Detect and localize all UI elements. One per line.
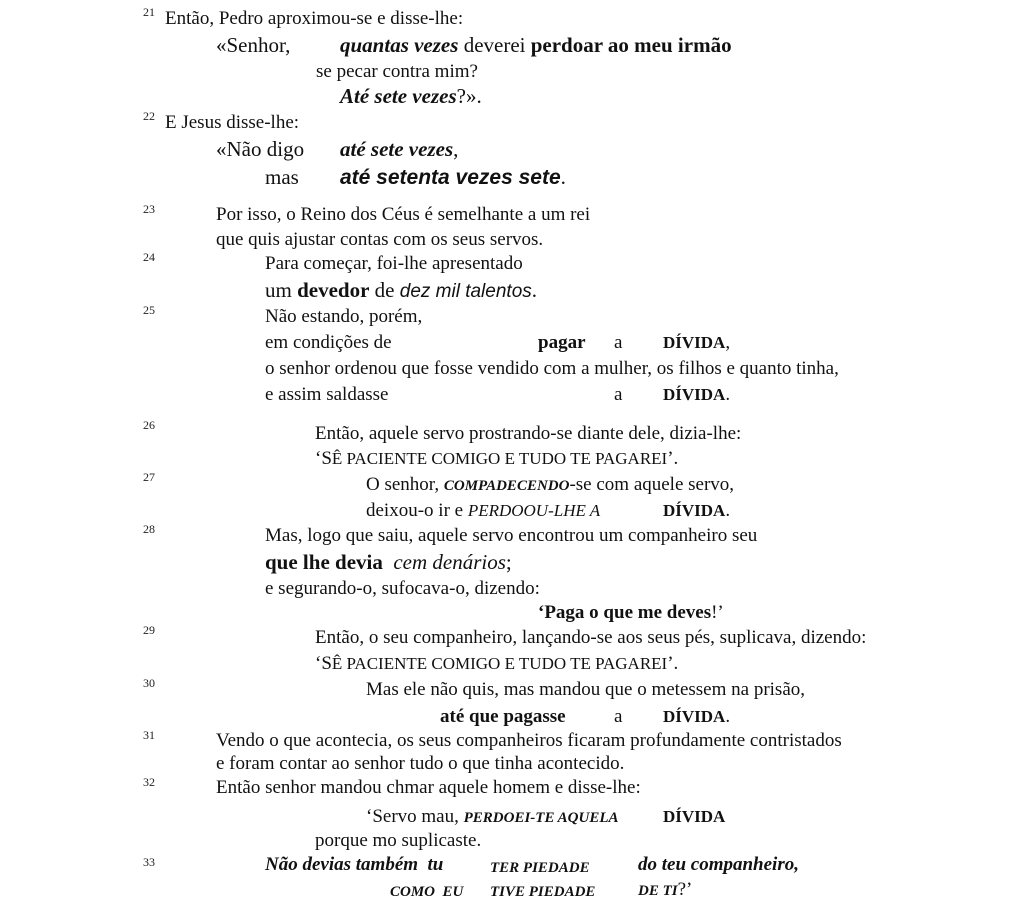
text: .: [725, 706, 731, 727]
text: ‘S: [315, 653, 332, 674]
verse-line: [216, 34, 290, 56]
emphasis-text: DÍVIDA: [663, 385, 726, 404]
verse-line: [340, 34, 732, 56]
verse-line: o senhor ordenou que fosse vendido com a mulher, os filhos e quanto tinha,: [265, 358, 839, 379]
verse-line: [315, 448, 678, 470]
verse-line: [265, 551, 512, 573]
emphasis-text: DÍVIDA: [663, 501, 726, 520]
text: O senhor,: [366, 474, 444, 495]
verse-line: [340, 166, 566, 189]
emphasis-text: TER PIEDADE: [490, 860, 590, 876]
text: ;: [505, 550, 512, 574]
verse-number: 30: [143, 676, 155, 690]
verse-line: Vendo o que acontecia, os seus companheiros ficaram profundamente contristados: [216, 730, 842, 751]
verse-number: 32: [143, 775, 155, 789]
verse-line: [663, 706, 730, 728]
text: «Senhor,: [216, 33, 291, 57]
text: ’.: [667, 653, 679, 674]
verse-line: mas: [265, 165, 299, 189]
emphasis-text: ‘Paga o que me deves: [538, 602, 712, 623]
verse-line: Então, o seu companheiro, lançando-se aos seus pés, suplicava, dizendo:: [315, 627, 867, 648]
emphasis-text: PERDOEI-TE AQUELA: [463, 810, 619, 826]
verse-line: Então, Pedro aproximou-se e disse-lhe:: [165, 8, 464, 29]
verse-line: Mas ele não quis, mas mandou que o metessem na prisão,: [366, 679, 806, 700]
emphasis-text: Até sete vezes: [340, 84, 457, 108]
verse-line: [315, 653, 678, 675]
verse-line: Então senhor mandou chmar aquele homem e disse-lhe:: [216, 777, 641, 798]
text: ,: [725, 332, 731, 353]
verse-number: 27: [143, 470, 155, 484]
verse-line: [663, 500, 730, 522]
verse-line: [663, 384, 730, 406]
verse-line: «Não digo: [216, 137, 305, 161]
text: .: [725, 384, 731, 405]
text: um: [265, 278, 298, 302]
verse-line: que quis ajustar contas com os seus servos.: [216, 229, 544, 250]
verse-number: 22: [143, 109, 155, 123]
verse-line: Por isso, o Reino dos Céus é semelhante a um rei: [216, 204, 591, 225]
verse-line: [538, 602, 724, 624]
small-caps-text: Ê PACIENTE COMIGO E TUDO TE PAGAREI: [331, 449, 668, 468]
verse-line: e segurando-o, sufocava-o, dizendo:: [265, 578, 540, 599]
verse-line: [366, 500, 600, 522]
verse-line: [638, 879, 692, 902]
emphasis-text: Não devias também tu: [265, 854, 444, 875]
emphasis-text: devedor: [297, 278, 370, 302]
verse-number: 25: [143, 303, 155, 317]
emphasis-text: DE TI: [638, 883, 678, 899]
emphasis-text: até sete vezes: [340, 137, 454, 161]
verse-line: [663, 332, 730, 354]
verse-line: [340, 85, 482, 107]
emphasis-text: dez mil talentos: [399, 281, 532, 302]
text: ‘Servo mau,: [366, 806, 464, 827]
small-caps-text: Ê PACIENTE COMIGO E TUDO TE PAGAREI: [331, 654, 668, 673]
emphasis-text: DÍVIDA: [663, 707, 726, 726]
emphasis-text: perdoar ao meu irmão: [530, 33, 732, 57]
verse-number: 31: [143, 728, 155, 742]
verse-line: Então, aquele servo prostrando-se diante dele, dizia-lhe:: [315, 423, 742, 444]
verse-number: 26: [143, 418, 155, 432]
verse-line: E Jesus disse-lhe:: [165, 112, 300, 133]
emphasis-text: que lhe devia: [265, 550, 383, 574]
verse-number: 33: [143, 855, 155, 869]
verse-line: e foram contar ao senhor tudo o que tinha acontecido.: [216, 753, 625, 774]
verse-line: [366, 806, 619, 829]
emphasis-text: DÍVIDA: [663, 807, 726, 826]
emphasis-text: pagar: [538, 332, 586, 353]
verse-line: [265, 279, 537, 303]
verse-number: 23: [143, 202, 155, 216]
emphasis-text: DÍVIDA: [663, 333, 726, 352]
text: .: [560, 165, 566, 189]
text: a: [614, 706, 623, 727]
text: .: [725, 500, 731, 521]
emphasis-text: cem denários: [393, 550, 506, 574]
verse-number: 29: [143, 623, 155, 637]
emphasis-text: TIVE PIEDADE: [490, 884, 596, 900]
text: ’.: [667, 448, 679, 469]
verse-number: 28: [143, 522, 155, 536]
verse-line: em condições de: [265, 332, 392, 353]
text: deixou-o ir e: [366, 500, 468, 521]
verse-line: e assim saldasse: [265, 384, 389, 405]
text: !’: [711, 602, 724, 623]
text: ?’: [677, 879, 693, 900]
text: a: [614, 384, 623, 405]
emphasis-text: quantas vezes: [340, 33, 459, 57]
text: ?».: [456, 84, 482, 108]
emphasis-text: COMPADECENDO: [443, 478, 570, 494]
verse-line: porque mo suplicaste.: [315, 830, 482, 851]
text: ,: [453, 137, 459, 161]
text: a: [614, 332, 623, 353]
verse-number: 21: [143, 5, 155, 19]
verse-line: Mas, logo que saiu, aquele servo encontrou um companheiro seu: [265, 525, 758, 546]
text: deverei: [458, 33, 531, 57]
text: ‘S: [315, 448, 332, 469]
text: .: [531, 278, 538, 302]
text: -se com aquele servo,: [569, 474, 735, 495]
emphasis-text: do teu companheiro,: [638, 854, 799, 875]
verse-number: 24: [143, 250, 155, 264]
text: de: [369, 278, 400, 302]
emphasis-text: COMO EU: [390, 884, 464, 900]
verse-line: [366, 474, 734, 497]
verse-line: Para começar, foi-lhe apresentado: [265, 253, 523, 274]
verse-line: [340, 138, 458, 160]
verse-line: se pecar contra mim?: [316, 61, 478, 82]
emphasis-text: PERDOOU-LHE A: [467, 501, 601, 520]
emphasis-text: até setenta vezes sete: [340, 166, 561, 189]
emphasis-text: até que pagasse: [440, 706, 566, 727]
verse-line: Não estando, porém,: [265, 306, 423, 327]
